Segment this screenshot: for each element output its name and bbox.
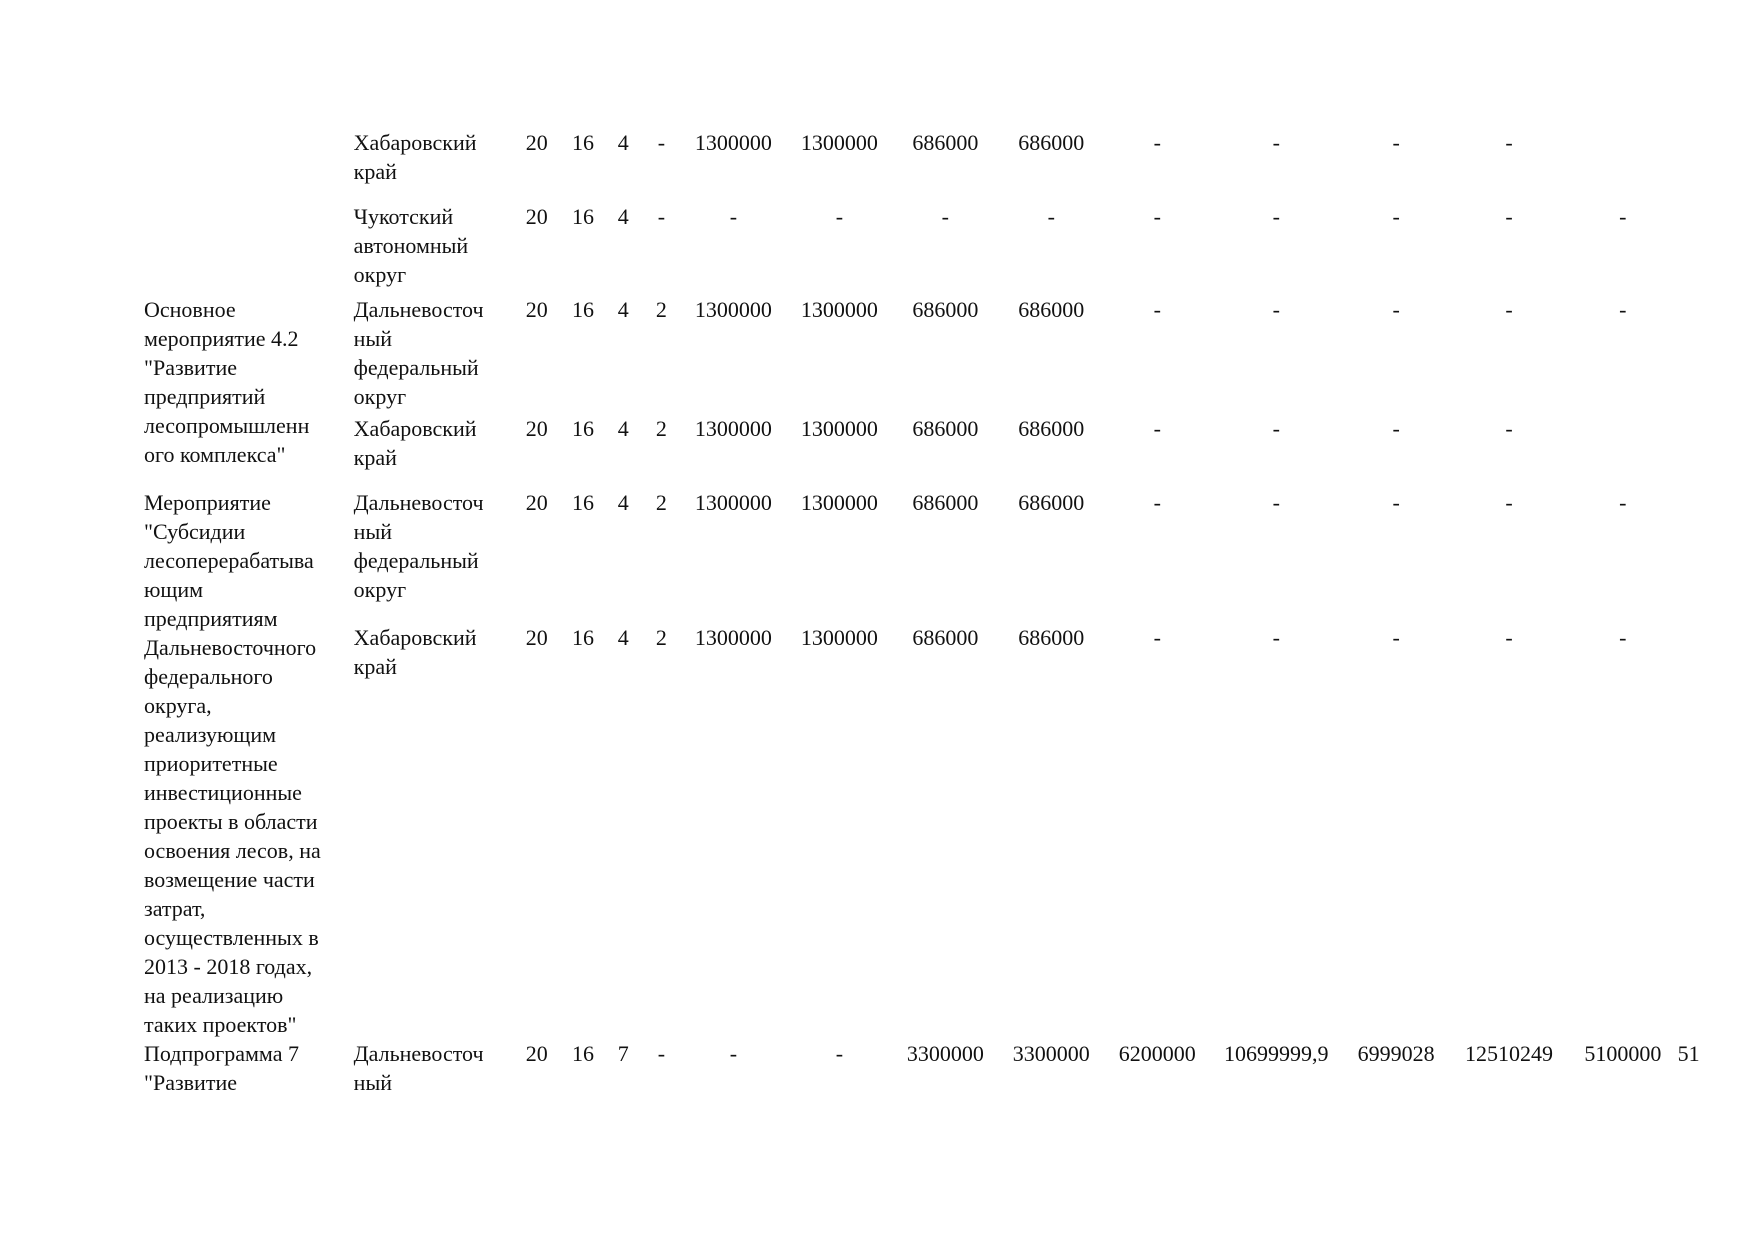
table-body: [144, 128, 1754, 1097]
region-name-line: Дальневосточ: [353, 297, 484, 322]
program-name-cell: [144, 202, 354, 295]
value-cell: 16: [571, 130, 594, 155]
program-name-line: предприятий: [144, 384, 266, 409]
program-name-line: затрат,: [144, 896, 206, 921]
value-cell: 1300000: [694, 490, 772, 515]
program-name-line: Мероприятие: [144, 490, 271, 515]
program-name-line: ющим: [144, 577, 204, 602]
region-name-line: Дальневосточ: [353, 490, 484, 515]
value-cell: 16: [571, 1041, 594, 1066]
table-row: [144, 414, 1754, 488]
region-name-line: край: [353, 653, 397, 679]
region-name-line: округ: [353, 384, 407, 409]
value-cell: 20: [525, 624, 548, 650]
value-cell: -: [1505, 297, 1513, 322]
value-cell: 20: [525, 297, 548, 322]
value-cell: 1300000: [800, 624, 878, 650]
value-cell: -: [1392, 130, 1400, 155]
program-name-cell: [144, 1039, 354, 1097]
region-name-line: автономный: [353, 233, 469, 258]
value-cell: [1568, 414, 1678, 488]
table-row: [144, 295, 1754, 414]
value-cell: 686000: [1018, 416, 1085, 441]
value-cell: 10699999,9: [1223, 1041, 1329, 1066]
value-cell: -: [1153, 416, 1161, 441]
value-cell: -: [1505, 130, 1513, 155]
value-cell: 16: [571, 204, 594, 229]
value-cell: -: [1505, 204, 1513, 229]
table-row: [144, 128, 1754, 202]
region-cell: [354, 414, 512, 488]
program-name-line: возмещение части: [144, 867, 315, 892]
value-cell: 4: [617, 204, 629, 229]
value-cell: 20: [525, 416, 548, 441]
value-cell: -: [1392, 297, 1400, 322]
value-cell: -: [1153, 204, 1161, 229]
region-name-line: край: [353, 445, 397, 470]
program-name-line: округа,: [144, 693, 212, 718]
region-cell: [354, 623, 512, 1039]
program-name-line: реализующим: [144, 722, 277, 747]
value-cell: -: [1619, 297, 1627, 322]
value-cell: -: [1619, 624, 1627, 650]
value-cell: -: [1505, 416, 1513, 441]
value-cell: -: [1047, 204, 1055, 229]
value-cell: -: [1153, 297, 1161, 322]
value-cell: 2: [655, 297, 667, 322]
region-cell: [354, 1039, 512, 1097]
region-name-line: Хабаровский: [353, 130, 477, 155]
value-cell: -: [1392, 490, 1400, 515]
value-cell: -: [1272, 416, 1280, 441]
value-cell: 20: [525, 204, 548, 229]
value-cell: 20: [525, 1041, 548, 1066]
region-name-line: федеральный: [353, 355, 479, 380]
program-name-line: ого комплекса": [144, 442, 286, 467]
table-row: [144, 623, 1754, 1039]
program-name-line: лесоперерабатыва: [144, 548, 314, 573]
value-cell: 6200000: [1118, 1041, 1196, 1066]
value-cell: -: [1392, 624, 1400, 650]
program-name-cell: [144, 295, 354, 488]
value-cell: [1568, 128, 1678, 202]
value-cell: 1300000: [800, 490, 878, 515]
value-cell: 16: [571, 624, 594, 650]
program-name-line: освоения лесов, на: [144, 838, 321, 863]
program-name-line: Подпрограмма 7: [144, 1041, 299, 1066]
value-cell: 3300000: [1012, 1041, 1090, 1066]
region-name-line: округ: [353, 577, 407, 602]
region-name-line: округ: [353, 262, 407, 287]
program-name-cell: [144, 128, 354, 202]
value-cell: 1300000: [694, 297, 772, 322]
value-cell: 4: [617, 624, 629, 650]
value-cell: 16: [571, 297, 594, 322]
value-cell: 4: [617, 297, 629, 322]
value-cell: 686000: [912, 490, 979, 515]
program-name-line: предприятиям: [144, 606, 278, 631]
value-cell: -: [1505, 490, 1513, 515]
value-cell: -: [657, 204, 666, 229]
region-name-line: край: [353, 159, 397, 184]
program-name-line: осуществленных в: [144, 925, 319, 950]
value-cell: -: [1272, 130, 1280, 155]
value-cell: 1300000: [800, 416, 878, 441]
value-cell: 4: [617, 490, 629, 515]
value-cell: 6999028: [1357, 1041, 1435, 1066]
value-cell: 686000: [1018, 130, 1085, 155]
value-cell: 20: [525, 130, 548, 155]
region-name-line: ный: [353, 1070, 392, 1095]
program-name-line: таких проектов": [144, 1012, 297, 1037]
value-cell: 686000: [1018, 490, 1085, 515]
region-name-line: ный: [353, 519, 392, 544]
value-cell: 4: [617, 130, 629, 155]
value-cell: -: [1153, 130, 1161, 155]
value-cell: 1300000: [694, 416, 772, 441]
program-name-cell: [144, 488, 354, 1039]
value-cell: 2: [655, 490, 667, 515]
value-cell: -: [657, 130, 666, 155]
region-cell: [354, 295, 512, 414]
value-cell: -: [1153, 624, 1161, 650]
value-cell: -: [1619, 490, 1627, 515]
program-name-line: инвестиционные: [144, 780, 302, 805]
region-name-line: ный: [353, 326, 392, 351]
value-cell: 1300000: [694, 130, 772, 155]
region-name-line: Дальневосточ: [353, 1041, 484, 1066]
value-cell: 16: [571, 416, 594, 441]
value-cell: 686000: [912, 416, 979, 441]
program-name-line: на реализацию: [144, 983, 284, 1008]
table-row: [144, 488, 1754, 623]
program-name-line: "Развитие: [144, 355, 237, 380]
value-cell: 20: [525, 490, 548, 515]
value-cell: 1300000: [800, 130, 878, 155]
value-cell: -: [941, 204, 949, 229]
program-name-line: 2013 - 2018 годах,: [144, 954, 313, 979]
value-cell: -: [1272, 490, 1280, 515]
region-cell: [354, 488, 512, 623]
program-name-line: Основное: [144, 297, 236, 322]
program-name-line: мероприятие 4.2: [144, 326, 299, 351]
value-cell: -: [729, 1041, 738, 1066]
region-name-line: Хабаровский: [353, 624, 477, 650]
value-cell: -: [1272, 297, 1280, 322]
value-cell: 5100000: [1584, 1041, 1662, 1066]
program-name-line: проекты в области: [144, 809, 318, 834]
program-name-line: федерального: [144, 664, 273, 689]
value-cell: -: [1153, 490, 1161, 515]
value-cell: -: [1272, 624, 1280, 650]
value-cell: -: [1272, 204, 1280, 229]
value-cell: 686000: [912, 297, 979, 322]
value-cell: 51: [1677, 1041, 1700, 1066]
value-cell: 686000: [912, 624, 979, 650]
value-cell: 1300000: [694, 624, 772, 650]
program-name-line: приоритетные: [144, 751, 278, 776]
region-cell: [354, 128, 512, 202]
value-cell: -: [1392, 416, 1400, 441]
value-cell: -: [1392, 204, 1400, 229]
program-name-line: Дальневосточного: [144, 635, 317, 660]
value-cell: -: [729, 204, 738, 229]
program-name-line: лесопромышленн: [144, 413, 310, 438]
region-name-line: Чукотский: [353, 204, 454, 229]
value-cell: 1300000: [800, 297, 878, 322]
region-name-line: федеральный: [353, 548, 479, 573]
value-cell: -: [835, 204, 844, 229]
value-cell: -: [835, 1041, 844, 1066]
value-cell: 3300000: [906, 1041, 984, 1066]
value-cell: 686000: [1018, 297, 1085, 322]
value-cell: 686000: [912, 130, 979, 155]
value-cell: 4: [617, 416, 629, 441]
value-cell: 16: [571, 490, 594, 515]
region-cell: [354, 202, 512, 295]
value-cell: 2: [655, 624, 667, 650]
budget-table: [144, 128, 1754, 1097]
program-name-line: "Развитие: [144, 1070, 237, 1095]
value-cell: 12510249: [1465, 1041, 1554, 1066]
value-cell: 2: [655, 416, 667, 441]
value-cell: -: [1619, 204, 1627, 229]
value-cell: -: [1505, 624, 1513, 650]
table-row: [144, 1039, 1754, 1097]
region-name-line: Хабаровский: [353, 416, 477, 441]
value-cell: -: [657, 1041, 666, 1066]
program-name-line: "Субсидии: [144, 519, 246, 544]
table-row: [144, 202, 1754, 295]
value-cell: 686000: [1018, 624, 1085, 650]
value-cell: 7: [617, 1041, 629, 1066]
